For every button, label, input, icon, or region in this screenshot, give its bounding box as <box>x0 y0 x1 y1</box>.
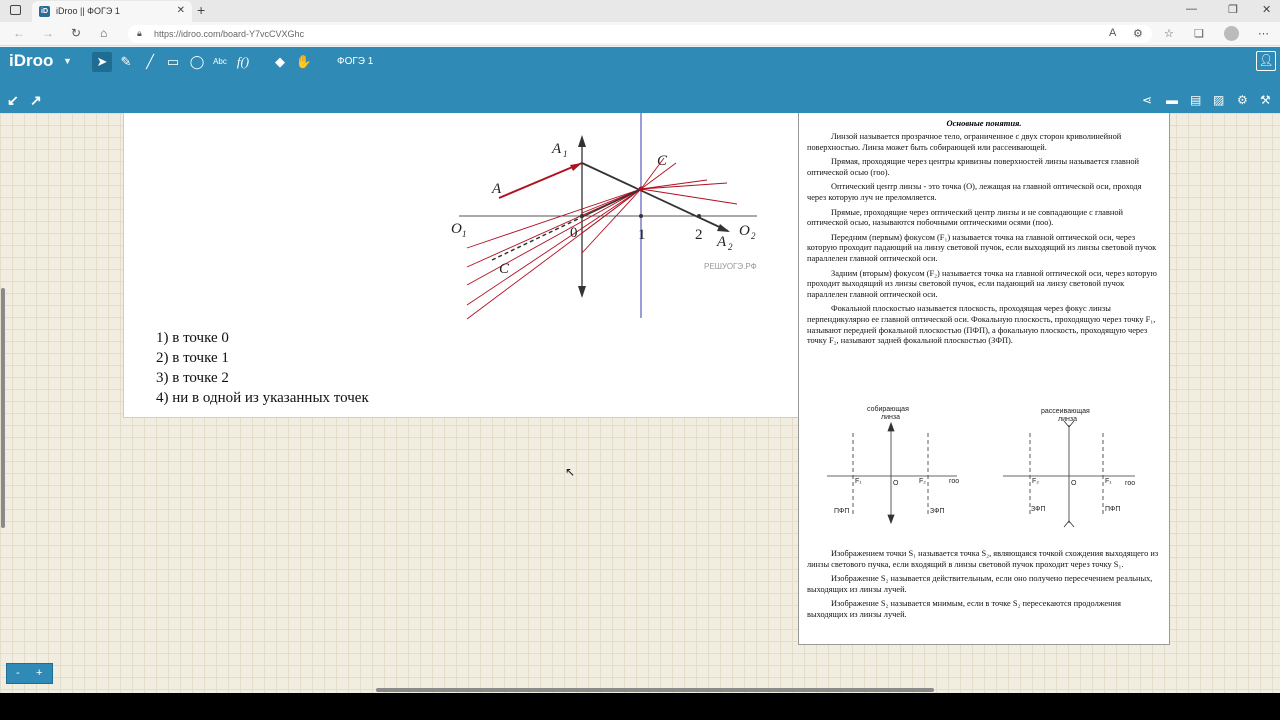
paragraph: Изображение S₂ называется мнимым, если в точке S₂ пересекаются продолжения выходящих из линзы лучей. <box>807 599 1121 619</box>
close-tab-icon[interactable]: ✕ <box>176 5 185 16</box>
label-zfp: ЗФП <box>930 508 945 515</box>
label-zfp-div: ЗФП <box>1031 506 1046 513</box>
mouse-cursor-icon: ↖ <box>565 465 576 479</box>
home-icon[interactable]: ⌂ <box>100 26 108 40</box>
label-c-top: C <box>657 153 668 169</box>
problem-sheet[interactable] <box>123 113 799 418</box>
label-two: 2 <box>695 227 703 243</box>
label-one: 1 <box>638 227 646 243</box>
reload-icon[interactable]: ↻ <box>71 26 82 40</box>
app-logo[interactable]: iDroo <box>9 51 54 70</box>
label-f1: F₁ <box>855 478 862 485</box>
collections-icon[interactable]: ❏ <box>1194 28 1204 40</box>
cursor-icon[interactable]: ➤ <box>92 52 112 72</box>
paragraph: Задним (вторым) фокусом (F₂) называется точка на главной оптической оси, через которую проходит выходящий из линзы световой пучок, если падающий на линзу световой пучок параллелен главной оптической оси. <box>807 268 1157 299</box>
url-field[interactable] <box>128 25 1152 43</box>
share-icon[interactable]: ⋖ <box>1142 93 1153 107</box>
horizontal-scrollbar[interactable] <box>376 688 934 692</box>
user-icon[interactable]: 👤︎ <box>1256 51 1276 71</box>
close-window-button[interactable]: ✕ <box>1262 4 1272 16</box>
label-pfp-div: ПФП <box>1105 506 1121 513</box>
expand-arrow-icon[interactable]: ↗ <box>30 92 42 108</box>
label-zero: 0 <box>570 225 578 241</box>
collapse-arrow-icon[interactable]: ↙ <box>7 92 19 108</box>
watermark: РЕШУОГЭ.РФ <box>704 262 757 271</box>
paragraph: Линзой называется прозрачное тело, ограниченное с двух сторон криволинейной поверхностью. Линза может быть собирающей или рассеивающей. <box>807 132 1122 152</box>
tab-idroo[interactable] <box>32 1 192 22</box>
url-text: https://idroo.com/board-Y7vcCVXGhc <box>154 29 305 39</box>
whiteboard-canvas[interactable] <box>0 113 1280 693</box>
paragraph: Изображением точки S₁ называется точка S₂, являющаяся точкой схождения выходящего из линзы светового пучка, если входящий в линзы световой пучок проходит через точку S₁. <box>807 549 1159 569</box>
lens-types-diagram <box>799 397 1171 537</box>
label-o2: O <box>739 223 750 239</box>
tab-bar <box>0 0 1280 22</box>
paragraph: Прямые, проходящие через оптический центр линзы и не совпадающие с главной оптической осью, называются побочными оптическими осями (поо). <box>807 207 1123 228</box>
label-o-div: O <box>1071 480 1077 487</box>
theory-heading: Основные понятия. <box>946 118 1022 128</box>
user-settings-icon[interactable]: ⚒ <box>1260 93 1271 107</box>
text-icon[interactable]: Abc <box>213 57 227 66</box>
diverging-caption-2: линза <box>1058 416 1077 423</box>
back-arrow-icon[interactable]: ← <box>13 26 25 40</box>
address-bar <box>0 22 1280 46</box>
converging-caption-2: линза <box>881 414 900 421</box>
label-pfp: ПФП <box>834 508 850 515</box>
label-c-bottom: C <box>499 261 510 277</box>
chevron-down-icon[interactable]: ▼ <box>63 56 72 66</box>
line-icon[interactable]: ╱ <box>146 54 154 69</box>
pencil-icon[interactable]: ✎ <box>120 54 132 69</box>
label-f2: F₂ <box>919 478 926 485</box>
diverging-caption: рассеивающая <box>1041 408 1090 415</box>
paragraph: Передним (первым) фокусом (F₁) называется точка на главной оптической оси, через которую проходит падающий на линзу световой пучок, если выходящий из линзы световой пучок параллелен главной оптической оси. <box>807 232 1157 263</box>
label-o1-sub: 1 <box>462 229 467 239</box>
converging-caption: собирающая <box>867 406 909 413</box>
label-goo-div: гоо <box>1125 480 1136 487</box>
answer-list <box>156 328 369 408</box>
label-a2-sub: 2 <box>728 242 733 252</box>
paragraph: Оптический центр линзы - это точка (О), лежащая на главной оптической оси, проходя через которую луч не преломляется. <box>807 182 1142 202</box>
ellipse-icon[interactable]: ◯ <box>189 54 205 69</box>
answer-4: 4) ни в одной из указанных точек <box>156 390 369 406</box>
paragraph: Фокальной плоскостью называется плоскость, проходящая через фокус линзы перпендикулярно ее главной оптической оси. Фокальную плоскость, проходящую через точку F₁, называют передней фокальной плоскостью (ПФП), а фокальную плоскость, проходящую через точку F₂, называют задней фокальной плоскостью (ЗФП). <box>807 304 1156 346</box>
label-a1-sub: 1 <box>563 149 568 159</box>
window-menu-icon[interactable] <box>10 5 21 15</box>
label-o2-sub: 2 <box>751 231 756 241</box>
hand-icon[interactable]: ✋ <box>295 54 313 69</box>
answer-1: 1) в точке 0 <box>156 330 229 346</box>
app-toolbar <box>0 47 1280 113</box>
vertical-scrollbar[interactable] <box>1 288 5 528</box>
answer-2: 2) в точке 1 <box>156 350 229 366</box>
maximize-button[interactable]: ❐ <box>1228 4 1238 16</box>
label-f2-div: F₂ <box>1032 478 1039 485</box>
paragraph: Изображение S₂ называется действительным, если оно получено пересечением реальных, выходящих из линзы лучей. <box>807 574 1153 594</box>
label-goo: гоо <box>949 478 960 485</box>
label-o1: O <box>451 221 462 237</box>
tab-title: iDroo || ФОГЭ 1 <box>56 6 120 16</box>
new-tab-button[interactable]: + <box>197 2 206 18</box>
zoom-in-button[interactable]: + <box>36 667 43 679</box>
forward-arrow-icon[interactable]: → <box>42 26 54 40</box>
label-o: O <box>893 480 899 487</box>
answer-3: 3) в точке 2 <box>156 370 229 386</box>
more-menu-icon[interactable]: ⋯ <box>1258 28 1269 40</box>
paragraph: Прямая, проходящие через центры кривизны поверхностей линзы называется главной оптической осью (гоо). <box>807 157 1140 177</box>
lens-ray-diagram <box>124 113 800 328</box>
favorites-icon[interactable]: ☆ <box>1164 28 1174 40</box>
label-a2: A <box>717 234 727 250</box>
label-a1: A <box>552 141 562 157</box>
label-f1-div: F₁ <box>1105 478 1112 485</box>
theory-sheet[interactable] <box>798 113 1170 645</box>
idroo-favicon-icon: iD <box>41 8 48 15</box>
eraser-icon[interactable]: ◆ <box>275 54 285 69</box>
formula-icon[interactable]: f() <box>236 54 250 69</box>
lock-icon: 🔒︎ <box>137 28 142 38</box>
minimize-button[interactable]: — <box>1186 3 1197 15</box>
tracking-icon[interactable]: ⚙ <box>1133 28 1143 40</box>
zoom-out-button[interactable]: - <box>16 667 20 679</box>
chat-icon[interactable]: ▬ <box>1166 93 1178 107</box>
image-icon[interactable]: ▨ <box>1213 93 1225 107</box>
profile-avatar[interactable] <box>1224 26 1239 41</box>
label-a: A <box>492 181 502 197</box>
document-icon[interactable]: ▤ <box>1190 93 1202 107</box>
image-definitions <box>799 545 1171 621</box>
board-name[interactable]: ФОГЭ 1 <box>337 56 374 67</box>
gear-icon[interactable]: ⚙ <box>1237 93 1248 107</box>
rectangle-icon[interactable]: ▭ <box>166 54 180 69</box>
read-aloud-icon[interactable]: A <box>1109 27 1117 39</box>
zoom-control <box>6 663 53 684</box>
